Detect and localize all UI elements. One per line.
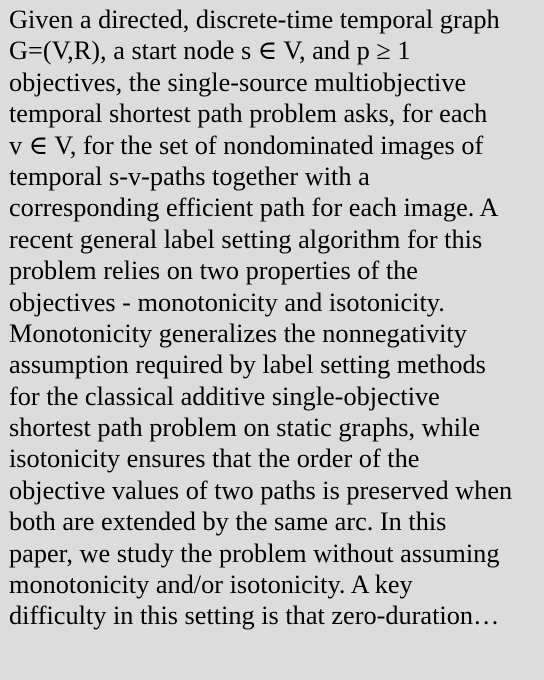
text-line: recent general label setting algorithm for this xyxy=(9,224,483,254)
text-line: shortest path problem on static graphs, while xyxy=(9,413,481,443)
text-line: difficulty in this setting is that zero-duration… xyxy=(9,601,500,631)
text-line: G=(V,R), a start node s ∈ V, and p ≥ 1 xyxy=(9,36,411,66)
text-line: temporal shortest path problem asks, for each xyxy=(9,99,488,129)
text-line: for the classical additive single-objective xyxy=(9,381,440,411)
text-line: isotonicity ensures that the order of the xyxy=(9,444,420,474)
text-line: temporal s-v-paths together with a xyxy=(9,161,370,191)
text-line: Given a directed, discrete-time temporal graph xyxy=(9,5,500,34)
text-line: Monotonicity generalizes the nonnegativity xyxy=(9,318,467,348)
text-line: monotonicity and/or isotonicity. A key xyxy=(9,570,413,600)
abstract-text xyxy=(9,4,536,632)
text-line: objectives - monotonicity and isotonicity. xyxy=(9,287,445,317)
text-line: problem relies on two properties of the xyxy=(9,256,418,286)
text-line: assumption required by label setting methods xyxy=(9,350,486,380)
text-line: paper, we study the problem without assuming xyxy=(9,538,500,568)
text-line: v ∈ V, for the set of nondominated images of xyxy=(9,130,484,160)
text-line: both are extended by the same arc. In this xyxy=(9,507,447,537)
text-line: objective values of two paths is preserved when xyxy=(9,475,513,505)
text-line: objectives, the single-source multiobjective xyxy=(9,67,467,97)
text-line: corresponding efficient path for each image. A xyxy=(9,193,499,223)
